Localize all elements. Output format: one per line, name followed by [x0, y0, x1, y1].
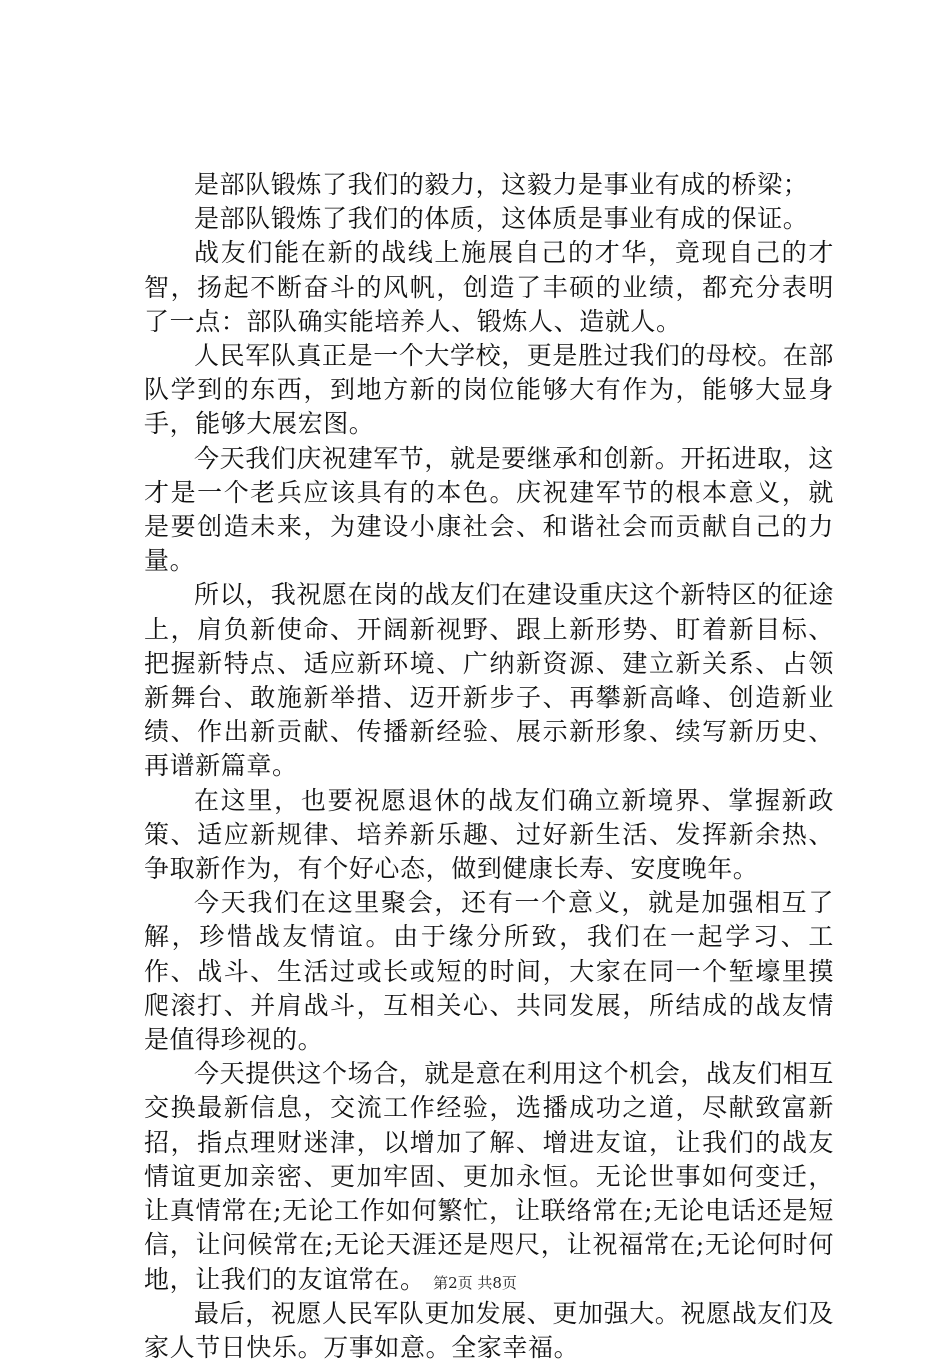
paragraph: 最后，祝愿人民军队更加发展、更加强大。祝愿战友们及家人节日快乐。万事如意。全家幸福。 — [144, 1298, 835, 1362]
paragraph: 是部队锻炼了我们的毅力，这毅力是事业有成的桥梁； — [194, 170, 809, 199]
paragraph: 战友们能在新的战线上施展自己的才华，竟现自己的才智，扬起不断奋斗的风帆，创造了丰硕的业绩，都充分表明了一点：部队确实能培养人、锻炼人、造就人。 — [144, 238, 834, 336]
paragraph: 在这里，也要祝愿退休的战友们确立新境界、掌握新政策、适应新规律、培养新乐趣、过好新生活、发挥新余热、争取新作为，有个好心态，做到健康长寿、安度晚年。 — [144, 785, 834, 884]
document-body — [144, 168, 834, 1365]
paragraph: 今天我们在这里聚会，还有一个意义，就是加强相互了解，珍惜战友情谊。由于缘分所致，我们在一起学习、工作、战斗、生活过或长或短的时间，大家在同一个堑壕里摸爬滚打、并肩战斗，互相关心、共同发展，所结成的战友情是值得珍视的。 — [144, 888, 834, 1055]
paragraph: 人民军队真正是一个大学校，更是胜过我们的母校。在部队学到的东西，到地方新的岗位能够大有作为，能够大显身手，能够大展宏图。 — [144, 341, 835, 439]
paragraph: 今天提供这个场合，就是意在利用这个机会，战友们相互交换最新信息，交流工作经验，选播成功之道，尽献致富新招，指点理财迷津，以增加了解、增进友谊，让我们的战友情谊更加亲密、更加牢固、更加永恒。无论世事如何变迁，让真情常在;无论工作如何繁忙，让联络常在;无论电话还是短信，让问候常在;无论天涯还是咫尺，让祝福常在;无论何时何地，让我们的友谊常在。 — [144, 1059, 835, 1294]
paragraph: 所以，我祝愿在岗的战友们在建设重庆这个新特区的征途上，肩负新使命、开阔新视野、跟上新形势、盯着新目标、把握新特点、适应新环境、广纳新资源、建立新关系、占领新舞台、敢施新举措、迈开新步子、再攀新高峰、创造新业绩、作出新贡献、传播新经验、展示新形象、续写新历史、再谱新篇章。 — [144, 580, 835, 781]
paragraph: 今天我们庆祝建军节，就是要继承和创新。开拓进取，这才是一个老兵应该具有的本色。庆祝建军节的根本意义，就是要创造未来，为建设小康社会、和谐社会而贡献自己的力量。 — [144, 443, 835, 576]
page-footer: 第2页 共8页 — [433, 1274, 517, 1292]
paragraph: 是部队锻炼了我们的体质，这体质是事业有成的保证。 — [194, 204, 809, 234]
